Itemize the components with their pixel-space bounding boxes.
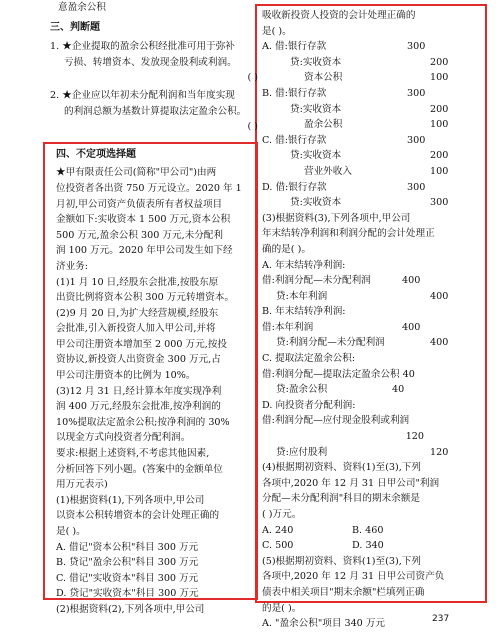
sub-question-5-line: 的是( )。 [262,602,302,614]
case-text-line: (2)9 月 20 日,为扩大经营规模,经股东 [56,307,219,319]
case-text-line: 月初,甲公司资产负债表所有者权益项目 [56,198,223,210]
case-text-line: 金额如下:实收资本 1 500 万元,资本公积 [56,214,231,226]
sub-question-5-line: 债表中相关项目"期末余额"栏填列正确 [262,586,425,598]
sub-question-4-line: ( )万元。 [262,509,302,520]
answer-blank: ( ) [247,121,258,133]
left-column [50,0,260,618]
entry-debit: A. 借:银行存款 300 [262,41,426,53]
entry-credit: 贷:盈余公积 40 [276,384,405,396]
option-c: C. 500 [262,540,294,552]
entry-amount: 120 [405,431,424,443]
case-text-line: 济业务: [56,260,89,272]
question-2-line: 2. ★企业应以年初未分配利润和当年度实现 [50,89,235,101]
text-line: 吸收新投资人投资的会计处理正确的 [262,10,416,21]
case-text-line: 资协议,新投资人出资资金 300 万元,占 [56,354,221,366]
sub-question-2-line: (2)根据资料(2),下列各项中,甲公司 [56,603,205,615]
question-1-line: 1. ★企业提取的盈余公积经批准可用于弥补 [50,41,235,53]
sub-question-4-line: (4)根据期初资料、资料(1)至(3),下列 [262,462,421,474]
case-text-line: 500 万元,盈余公积 300 万元,未分配利 [56,229,223,241]
option-d: D. 贷记"实收资本"科目 300 万元 [56,588,199,600]
page-number: 237 [432,614,450,624]
entry-credit: 资本公积 100 [304,72,449,84]
entry-credit: 盈余公积 100 [304,119,449,131]
entry-debit: C. 借:银行存款 300 [262,134,426,146]
entry-debit: 借:本年利润 400 [262,321,421,333]
sub-question-1-line: 是( )。 [56,526,86,537]
text-line: 意盈余公积 [58,2,106,13]
entry-credit: 贷:实收资本 200 [290,150,449,162]
section-heading-multiple-choice: 四、不定项选择题 [56,148,136,160]
entry-credit: 贷:本年利润 400 [276,290,449,302]
right-column [262,8,482,632]
entry-debit: 借:利润分配—提取法定盈余公积 40 [262,368,415,380]
sub-question-3-line: 确的是( )。 [262,243,311,255]
text-line: 是( )。 [262,25,292,37]
entry-debit: 借:利润分配—应付现金股利或利润 [262,415,410,427]
case-text-line: 以现金方式向投资者分配利润。 [56,432,191,444]
entry-credit: 贷:实收资本 300 [290,197,449,209]
case-text-line: 位投资者各出资 750 万元设立。2020 年 1 [56,182,242,194]
case-text-line: 要求:根据上述资料,不考虑其他因素, [56,448,210,460]
entry-debit: 借:利润分配—未分配利润 400 [262,275,421,287]
case-text-line: 润 400 万元,经股东会批准,按净利润的 [56,401,221,413]
option-a: A. "盈余公积"项目 340 万元 [262,618,386,630]
case-text-line: (3)12 月 31 日,经计算本年度实现净利 [56,385,222,397]
question-1-line: 亏损、转增资本、发放现金股利或利润。 [64,56,237,68]
answer-blank: ( ) [247,72,258,84]
option-d: D. 340 [352,540,384,552]
sub-question-3-line: (3)根据资料(3),下列各项中,甲公司 [262,212,411,224]
case-text-line: 润 100 万元。2020 年甲公司发生如下经 [56,245,233,257]
entry-credit: 营业外收入 100 [304,165,449,177]
option-a: A. 年末结转净利润: [262,259,346,271]
entry-credit: 贷:利润分配—未分配利润 400 [276,337,449,349]
case-text-line: 会批准,引入新投资人加入甲公司,并将 [56,323,216,335]
option-b: B. 贷记"盈余公积"科目 300 万元 [56,557,199,569]
case-text-line: 用万元表示) [56,479,108,491]
option-d: D. 向投资者分配利润: [262,399,356,411]
option-a: A. 借记"资本公积"科目 300 万元 [56,541,199,553]
sub-question-4-line: 各项中,2020 年 12 月 31 日甲公司"利润 [262,477,440,489]
options-row [262,538,482,554]
entry-credit: 贷:实收资本 200 [290,56,449,68]
case-text-line: ★甲有限责任公司(简称"甲公司")由两 [56,167,217,179]
entry-credit: 贷:应付股利 120 [276,446,449,458]
entry-debit: B. 借:银行存款 300 [262,87,426,99]
sub-question-3-line: 年末结转净利润和利润分配的会计处理正 [262,228,435,240]
option-c: C. 提取法定盈余公积: [262,353,356,365]
option-a: A. 240 [262,524,294,536]
case-text-line: 出资比例将资本公积 300 万元转增资本。 [56,292,234,304]
sub-question-5-line: 各项中,2020 年 12 月 31 日甲公司资产负 [262,571,445,583]
sub-question-1-line: 以资本公积转增资本的会计处理正确的 [56,510,220,522]
case-text-line: 10%提取法定盈余公积;按净利润的 30% [56,416,230,428]
case-text-line: 分析回答下列小题。(答案中的金额单位 [56,463,223,475]
entry-credit: 贷:实收资本 200 [290,103,449,115]
case-text-line: (1)1 月 10 日,经股东会批准,按股东原 [56,276,219,288]
option-b: B. 年末结转净利润: [262,306,346,318]
sub-question-4-line: 分配—未分配利润"科目的期末余额是 [262,493,420,505]
option-b: B. 460 [352,524,384,536]
question-2-line: 的利润总额为基数计算提取法定盈余公积。 [64,105,247,117]
case-text-line: 甲公司注册资本的比例为 10%。 [56,370,196,382]
sub-question-5-line: (5)根据期初资料、资料(1)至(3),下列 [262,555,421,567]
sub-question-1-line: (1)根据资料(1),下列各项中,甲公司 [56,494,205,506]
options-row [262,523,482,539]
option-c: C. 借记"实收资本"科目 300 万元 [56,572,199,584]
entry-debit: D. 借:银行存款 300 [262,181,426,193]
case-text-line: 甲公司注册资本增加至 2 000 万元,按投 [56,338,227,350]
section-heading-judgment: 三、判断题 [50,21,100,33]
